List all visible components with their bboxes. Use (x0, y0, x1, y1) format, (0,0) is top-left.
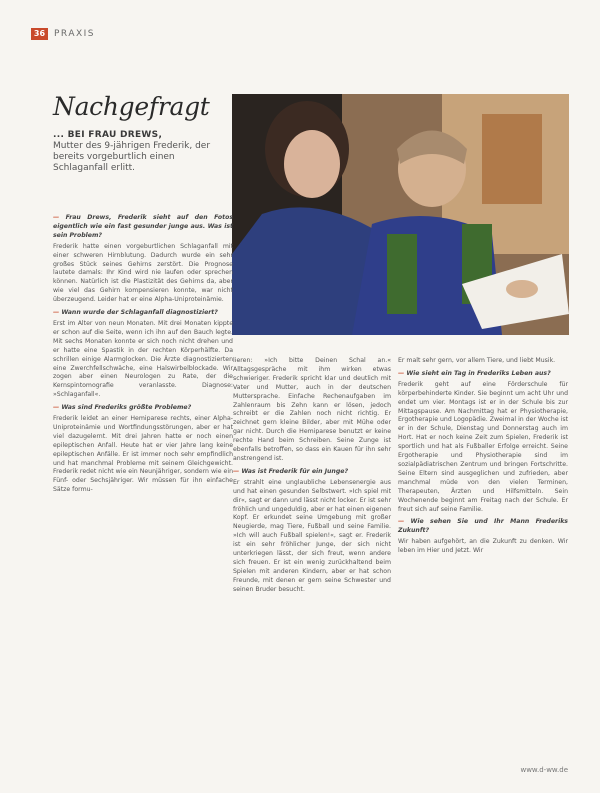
answer-5: Frederik geht auf eine Förderschule für körperbehinderte Kinder. Sie beginnt um acht Uhr und endet um vier. Montags ist er in der Schule bis zur Mittagspause. Am Nachmittag hat er Physiotherapie, Ergotherapie und Logopädie. Zweimal in der Woche ist er in der Schule, Dienstag und Donnerstag auch im Hort. Hat er noch keine Zeit zum Spielen, Frederik ist sportlich und hat als Fußballer Erfolge erreicht. Seine Ergotherapie und Physiotherapie sind im sozialpädiatrischen Zentrum und bringen Fortschritte. Seine Eltern sind ausgeglichen und zufrieden, aber manchmal müde von den vielen Terminen, Therapeuten, Ärzten und Hilfsmitteln. Sein Wochenende beginnt am Freitag nach der Schule. Er freut sich auf seine Familie. (398, 380, 568, 513)
question-6: — Wie sehen Sie und Ihr Mann Frederiks Zukunft? (398, 518, 568, 535)
answer-3: Frederik leidet an einer Hemiparese rechts, einer Alpha-Uniproteinämie und Wortfindungsstörungen, aber er hat viel dazugelernt. Mit drei Jahren hatte er noch einen epileptischen Anfall. Heute hat er vier Jahre lang keine epileptischen Anfälle. Er ist immer noch sehr empfindlich und hat manchmal Probleme mit seinem Gleichgewicht. Frederik redet nicht wie ein Neunjähriger, sondern wie ein Fünf- oder Sechsjähriger. Wir müssen für ihn einfache Sätze formu- (53, 415, 233, 494)
question-3: — Was sind Frederiks größte Probleme? (53, 404, 192, 412)
article-subhead (53, 130, 228, 174)
text-column-2 (233, 357, 391, 599)
answer-4: Er strahlt eine unglaubliche Lebensenergie aus und hat einen gesunden Selbstwert. »Ich spiel mit dir«, sagt er dann und lässt nicht locker. Er ist sehr fröhlich und ungeduldig, aber er hat einen eigenen Kopf. Er erkundet seine Umgebung mit großer Neugierde, mag Tiere, Fußball und seine Familie. »Ich will auch Fußball spielen!«, sagt er. Frederik ist ein sehr fröhlicher Junge, der sich nicht unterkriegen lässt, der sich freut, wenn andere sich freuen. Er ist ein wenig zurückhaltend beim Spielen mit anderen Kindern, aber er hat schon Freunde, mit denen er gern seine Schwester und seinen Bruder besucht. (233, 478, 391, 593)
question-2: — Wann wurde der Schlaganfall diagnostiziert? (53, 309, 218, 317)
subhead-text: Mutter des 9-jährigen Frederik, der bereits vorgeburtlich einen Schlaganfall erlitt. (53, 141, 211, 173)
footer-url: www.d-ww.de (520, 766, 568, 774)
photo-illustration (232, 94, 569, 335)
section-rubric: PRAXIS (54, 29, 96, 39)
question-5: — Wie sieht ein Tag in Frederiks Leben aus? (398, 369, 551, 377)
subhead-who: ... BEI FRAU DREWS, (53, 130, 163, 140)
page-number: 36 (31, 28, 48, 40)
answer-2: Erst im Alter von neun Monaten. Mit drei Monaten kippte er schon auf die Seite, wenn ich ihn auf den Bauch legte. Mit sechs Monaten konnte er sich noch nicht drehen und er hatte eine Spastik in der rechten Körperhälfte. Da schrillen einige Alarmglocken. Die Ärzte diagnostizierten eine Zwerchfellschwäche, eine Halswirbelblockade. Wir zogen aber einen Neurologen zu Rate, der die Kernspintomografie veranlasste. Diagnose: »Schlaganfall«. (53, 319, 233, 399)
text-column-3 (398, 357, 568, 560)
article-photo (232, 94, 569, 335)
answer-3-continued: lieren: »Ich bitte Deinen Schal an.« Alltagsgespräche mit ihm wirken etwas schwieriger. Frederik spricht klar und deutlich mit Vater und Mutter, auch in der deutschen Muttersprache. Einfache Rechenaufgaben im Zahlenraum bis Zehn kann er lösen, jedoch schreibt er die Zahlen noch nicht richtig. Er zeichnet gern kleine Bilder, aber mit Mühe oder gar nicht. Durch die Hemiparese benutzt er keine rechte Hand beim Schreiben. Seine Zunge ist ebenfalls betroffen, so dass ein Kauen für ihn sehr anstrengend ist. (233, 357, 391, 462)
text-column-1 (53, 214, 233, 499)
question-4: — Was ist Frederik für ein Junge? (233, 467, 349, 475)
answer-6: Wir haben aufgehört, an die Zukunft zu denken. Wir leben im Hier und Jetzt. Wir (398, 538, 568, 555)
answer-4-continued: Er malt sehr gern, vor allem Tiere, und liebt Musik. (398, 357, 556, 364)
answer-1: Frederik hatte einen vorgeburtlichen Schlaganfall mit einer schweren Hirnblutung. Dadurch wurde ein sehr großes Stück seines Gehirns zerstört. Die Prognose lautete damals: Ihr Kind wird nie laufen oder sprechen können. Natürlich ist die Plastizität des Gehirns da, aber wie viel das Gehirn kompensieren konnte, war nicht überzeugend. Leider hat er eine Alpha-Uniproteinämie. (53, 242, 233, 304)
article-title: Nachgefragt (53, 92, 210, 121)
question-1: — Frau Drews, Frederik sieht auf den Fotos eigentlich wie ein fast gesunder junge aus. Was ist sein Problem? (53, 214, 234, 239)
